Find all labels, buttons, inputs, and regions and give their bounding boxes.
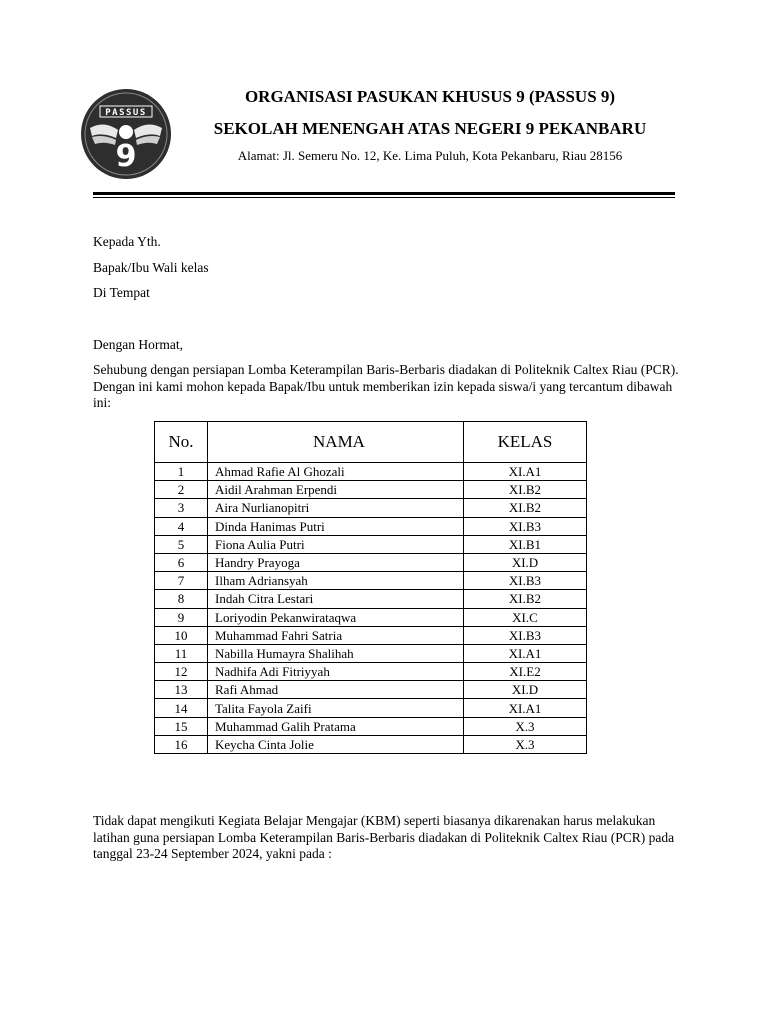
table-row [155, 663, 587, 681]
cell-no: 5 [155, 535, 208, 553]
cell-name: Ilham Adriansyah [208, 572, 464, 590]
recipient-line-2: Bapak/Ibu Wali kelas [93, 260, 209, 275]
cell-no: 7 [155, 572, 208, 590]
cell-name: Muhammad Galih Pratama [208, 717, 464, 735]
cell-name: Handry Prayoga [208, 553, 464, 571]
cell-name: Loriyodin Pekanwirataqwa [208, 608, 464, 626]
cell-kelas: XI.D [464, 553, 587, 571]
cell-kelas: X.3 [464, 735, 587, 753]
cell-kelas: X.3 [464, 717, 587, 735]
cell-kelas: XI.A1 [464, 699, 587, 717]
table-header-row [155, 422, 587, 463]
cell-no: 14 [155, 699, 208, 717]
cell-kelas: XI.D [464, 681, 587, 699]
table-row [155, 463, 587, 481]
cell-kelas: XI.B3 [464, 572, 587, 590]
table-row [155, 626, 587, 644]
student-table [154, 421, 587, 754]
logo-number: 9 [115, 139, 137, 174]
table-row [155, 481, 587, 499]
cell-kelas: XI.A1 [464, 644, 587, 662]
cell-name: Muhammad Fahri Satria [208, 626, 464, 644]
school-name: SEKOLAH MENENGAH ATAS NEGERI 9 PEKANBARU [213, 119, 647, 138]
cell-name: Dinda Hanimas Putri [208, 517, 464, 535]
closing-paragraph: Tidak dapat mengikuti Kegiata Belajar Mengajar (KBM) seperti biasanya dikarenakan harus melakukan latihan guna persiapan Lomba Keterampilan Baris-Berbaris diadakan di Politeknik Caltex Riau (PCR) pada tanggal 23-24 September 2024, yakni pada : [93, 813, 675, 861]
table-row [155, 517, 587, 535]
cell-kelas: XI.B3 [464, 517, 587, 535]
cell-name: Aidil Arahman Erpendi [208, 481, 464, 499]
cell-kelas: XI.B2 [464, 481, 587, 499]
recipient-line-3: Di Tempat [93, 285, 150, 300]
logo-text: PASSUS [105, 108, 147, 118]
cell-name: Nadhifa Adi Fitriyyah [208, 663, 464, 681]
cell-kelas: XI.E2 [464, 663, 587, 681]
cell-name: Aira Nurlianopitri [208, 499, 464, 517]
cell-no: 16 [155, 735, 208, 753]
table-row [155, 717, 587, 735]
letterhead-rule-thin [93, 197, 675, 198]
header-kelas: KELAS [464, 422, 587, 463]
cell-kelas: XI.B2 [464, 590, 587, 608]
cell-no: 6 [155, 553, 208, 571]
cell-name: Fiona Aulia Putri [208, 535, 464, 553]
table-row [155, 572, 587, 590]
cell-no: 3 [155, 499, 208, 517]
cell-name: Keycha Cinta Jolie [208, 735, 464, 753]
cell-name: Ahmad Rafie Al Ghozali [208, 463, 464, 481]
cell-no: 9 [155, 608, 208, 626]
cell-no: 10 [155, 626, 208, 644]
letterhead-rule-thick [93, 192, 675, 195]
school-address: Alamat: Jl. Semeru No. 12, Ke. Lima Puluh, Kota Pekanbaru, Riau 28156 [237, 148, 623, 163]
table-row [155, 590, 587, 608]
cell-kelas: XI.A1 [464, 463, 587, 481]
recipient-line-1: Kepada Yth. [93, 234, 161, 249]
intro-paragraph: Sehubung dengan persiapan Lomba Keterampilan Baris-Berbaris diadakan di Politeknik Caltex Riau (PCR). Dengan ini kami mohon kepada Bapak/Ibu untuk memberikan izin kepada siswa/i yang tercantum dibawah ini: [93, 362, 679, 410]
cell-kelas: XI.C [464, 608, 587, 626]
cell-no: 4 [155, 517, 208, 535]
cell-no: 1 [155, 463, 208, 481]
cell-kelas: XI.B2 [464, 499, 587, 517]
table-row [155, 608, 587, 626]
table-row [155, 644, 587, 662]
passus-logo-icon [80, 88, 172, 180]
cell-name: Talita Fayola Zaifi [208, 699, 464, 717]
cell-name: Indah Citra Lestari [208, 590, 464, 608]
table-row [155, 735, 587, 753]
cell-no: 15 [155, 717, 208, 735]
table-row [155, 553, 587, 571]
cell-no: 12 [155, 663, 208, 681]
cell-no: 2 [155, 481, 208, 499]
cell-kelas: XI.B1 [464, 535, 587, 553]
cell-name: Rafi Ahmad [208, 681, 464, 699]
cell-no: 8 [155, 590, 208, 608]
table-row [155, 535, 587, 553]
org-name: ORGANISASI PASUKAN KHUSUS 9 (PASSUS 9) [244, 87, 616, 106]
cell-no: 11 [155, 644, 208, 662]
cell-name: Nabilla Humayra Shalihah [208, 644, 464, 662]
table-row [155, 681, 587, 699]
table-row [155, 699, 587, 717]
header-name: NAMA [208, 422, 464, 463]
cell-no: 13 [155, 681, 208, 699]
greeting: Dengan Hormat, [93, 337, 183, 352]
cell-kelas: XI.B3 [464, 626, 587, 644]
header-no: No. [155, 422, 208, 463]
table-row [155, 499, 587, 517]
